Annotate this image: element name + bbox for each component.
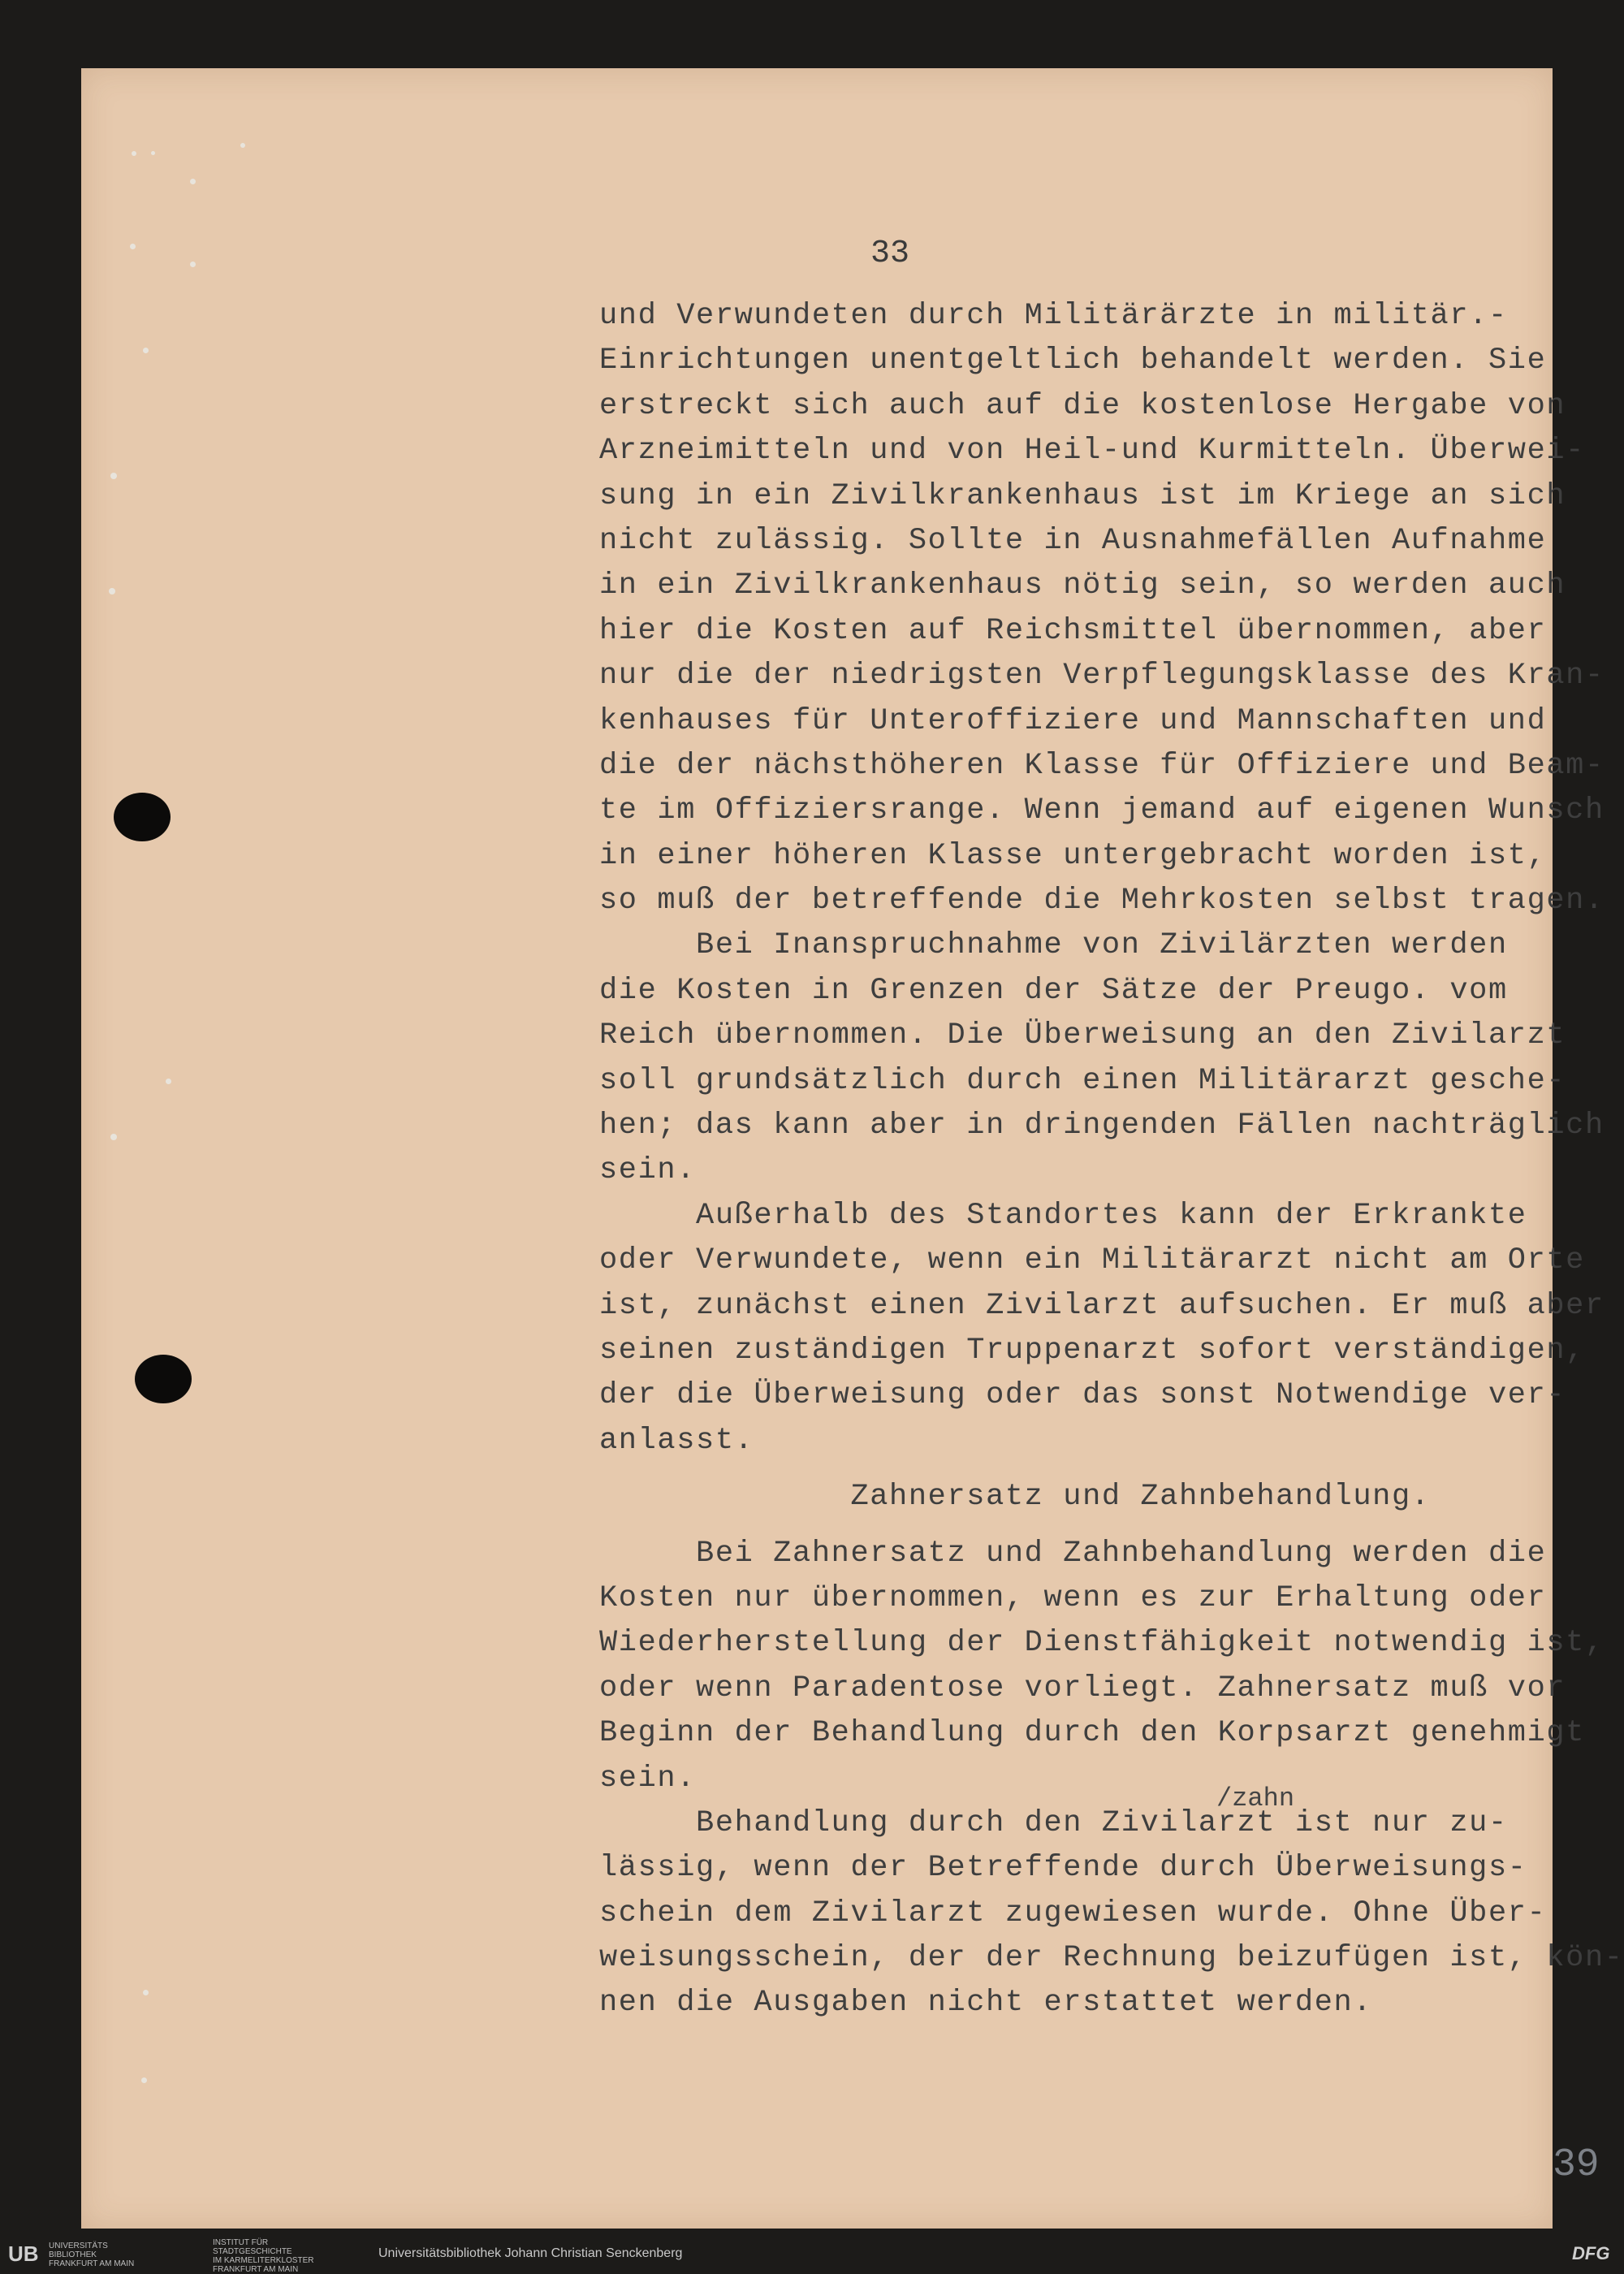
text-line: sein. [599,1153,697,1188]
text-line: die Kosten in Grenzen der Sätze der Preugo. vom [599,973,1508,1008]
margin-speck [166,1079,171,1084]
page-number: 33 [870,236,910,272]
paragraph-group-1 [599,294,1605,1463]
footer-bar [0,2235,1624,2274]
text-line: sein. [599,1761,697,1796]
margin-speck [190,262,196,267]
text-line: lässig, wenn der Betreffende durch Überweisungs- [599,1851,1527,1886]
text-line: Bei Zahnersatz und Zahnbehandlung werden die [599,1536,1547,1571]
text-line: so muß der betreffende die Mehrkosten selbst tragen. [599,884,1605,919]
text-line: Reich übernommen. Die Überweisung an den Zivilarzt [599,1018,1566,1053]
margin-speck [110,473,117,479]
text-line: soll grundsätzlich durch einen Militärarzt gesche- [599,1063,1566,1098]
text-line: anlasst. [599,1423,754,1458]
dfg-logo: DFG [1572,2243,1610,2263]
text-line: hen; das kann aber in dringenden Fällen nachträglich [599,1109,1605,1143]
ub-logo: UB [8,2242,39,2266]
margin-speck [132,151,136,156]
text-line: erstreckt sich auch auf die kostenlose Hergabe von [599,388,1566,423]
text-line: nen die Ausgaben nicht erstattet werden. [599,1986,1373,2021]
margin-speck [109,588,115,594]
margin-speck [143,1990,149,1995]
text-line: Arzneimitteln und von Heil-und Kurmitteln. Überwei- [599,434,1585,469]
margin-speck [240,143,245,148]
paragraph-group-2 [599,1532,1624,2026]
text-line: sung in ein Zivilkrankenhaus ist im Kriege an sich [599,478,1566,513]
text-line: in ein Zivilkrankenhaus nötig sein, so werden auch [599,568,1566,603]
library-name: Universitätsbibliothek Johann Christian Senckenberg [378,2246,683,2260]
text-line: in einer höheren Klasse untergebracht worden ist, [599,838,1547,873]
text-line: der die Überweisung oder das sonst Notwendige ver- [599,1378,1566,1413]
punch-hole-top [114,793,171,841]
margin-speck [110,1134,117,1140]
margin-speck [151,151,155,155]
ub-text: UNIVERSITÄTS BIBLIOTHEK FRANKFURT AM MAIN [49,2242,135,2268]
handwritten-insert: /zahn [1216,1783,1295,1814]
text-line: Außerhalb des Standortes kann der Erkrankte [599,1198,1527,1233]
text-line: oder Verwundete, wenn ein Militärarzt nicht am Orte [599,1243,1585,1278]
archive-number: 39 [1553,2143,1600,2187]
text-line: schein dem Zivilarzt zugewiesen wurde. Ohne Über- [599,1896,1547,1930]
text-line: nur die der niedrigsten Verpflegungsklasse des Kran- [599,659,1605,694]
text-line: Bei Inanspruchnahme von Zivilärzten werden [599,928,1508,963]
typed-text-block [599,294,1624,2026]
margin-speck [190,179,196,184]
institut-text: INSTITUT FÜR STADTGESCHICHTE IM KARMELITERKLOSTER FRANKFURT AM MAIN [213,2238,314,2274]
margin-speck [141,2077,147,2083]
margin-speck [130,244,136,249]
punch-hole-bottom [135,1355,192,1403]
text-line: Beginn der Behandlung durch den Korpsarzt genehmigt [599,1716,1585,1751]
section-heading: Zahnersatz und Zahnbehandlung. [599,1480,1431,1515]
margin-speck [143,348,149,353]
text-line: Kosten nur übernommen, wenn es zur Erhaltung oder [599,1580,1547,1615]
text-line: die der nächsthöheren Klasse für Offiziere und Beam- [599,748,1605,783]
document-page [81,68,1624,2229]
text-line: te im Offiziersrange. Wenn jemand auf eigenen Wunsch [599,793,1605,828]
text-line: nicht zulässig. Sollte in Ausnahmefällen Aufnahme [599,523,1547,558]
text-line: ist, zunächst einen Zivilarzt aufsuchen. Er muß aber [599,1288,1605,1323]
text-line: Wiederherstellung der Dienstfähigkeit notwendig ist, [599,1626,1605,1661]
text-line: seinen zuständigen Truppenarzt sofort verständigen, [599,1333,1585,1368]
text-line: und Verwundeten durch Militärärzte in militär.- [599,299,1508,333]
text-line: hier die Kosten auf Reichsmittel übernommen, aber [599,613,1547,648]
text-line: kenhauses für Unteroffiziere und Mannschaften und [599,703,1547,738]
text-line: oder wenn Paradentose vorliegt. Zahnersatz muß vor [599,1671,1566,1706]
text-line: weisungsschein, der der Rechnung beizufügen ist, kön- [599,1941,1624,1976]
text-line: Behandlung durch den Zivilarzt ist nur zu- [599,1805,1508,1840]
text-line: Einrichtungen unentgeltlich behandelt werden. Sie [599,344,1547,378]
